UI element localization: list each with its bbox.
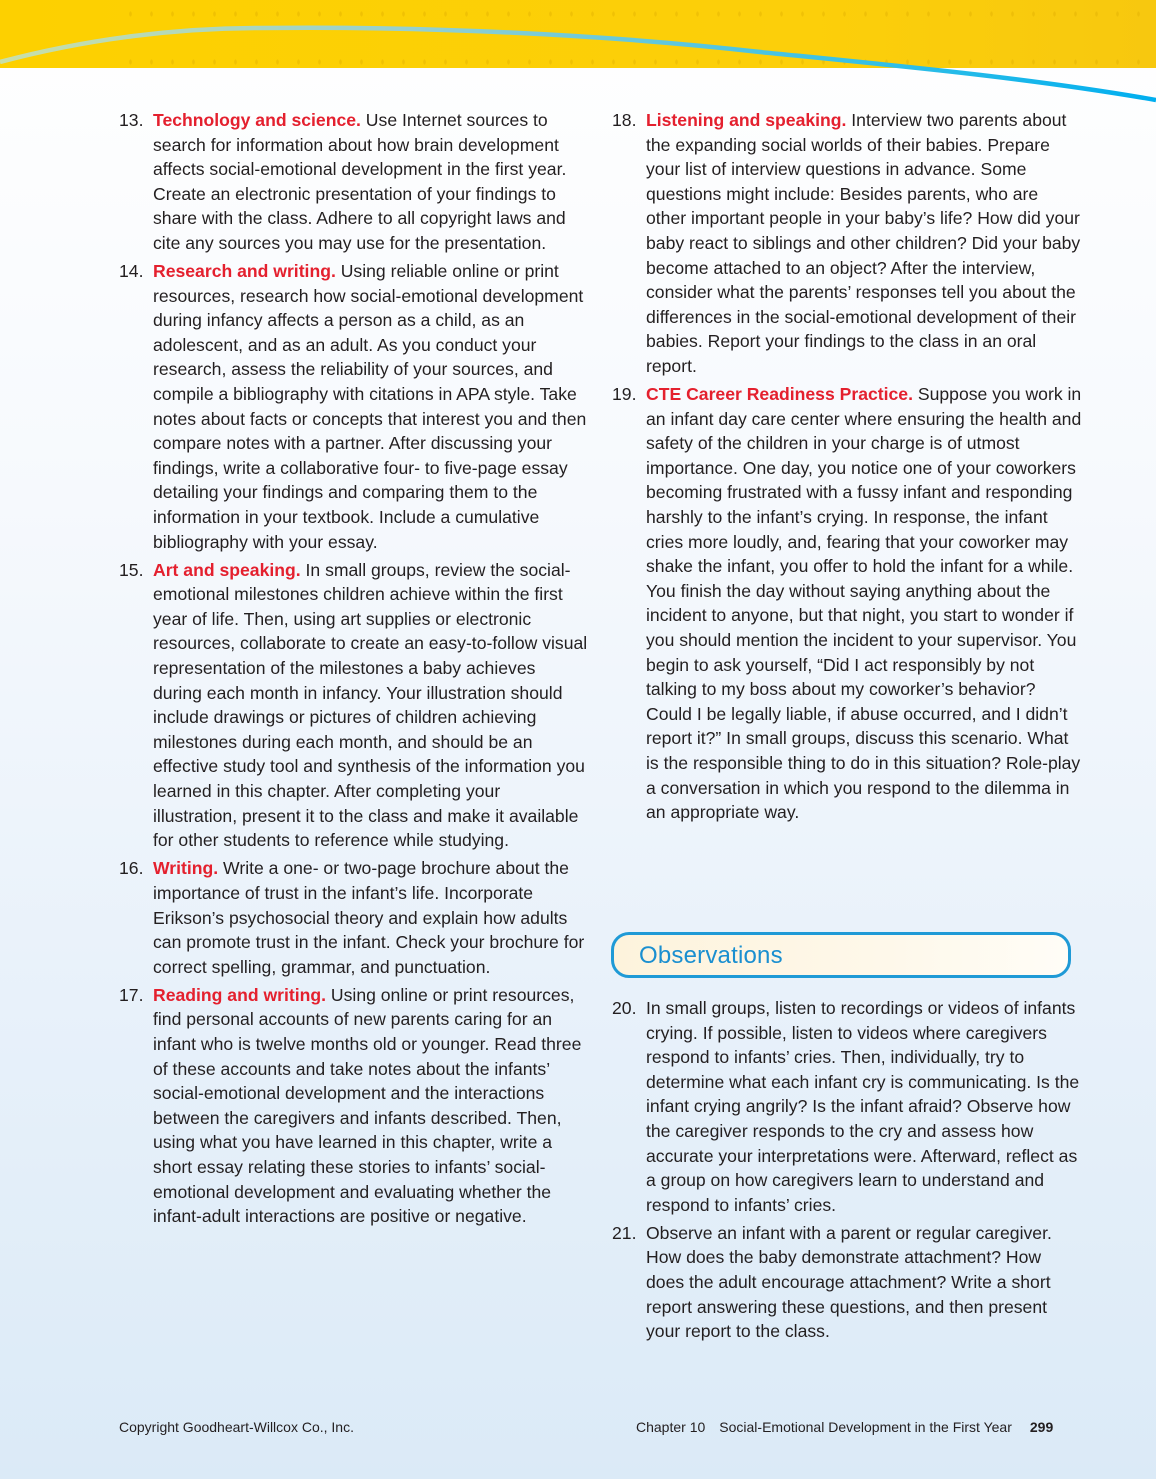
page-number: 299 [1029, 1419, 1054, 1435]
activity-item-15 [119, 558, 589, 853]
item-text: Use Internet sources to search for information about how brain development affects social-emotional development in the first year. Create an electronic presentation of your findings to share with the class. Adhere to all copyright laws and cite any sources you may use for the presentation. [153, 110, 567, 253]
item-lead-in: Reading and writing. [153, 984, 327, 1005]
item-text: Write a one- or two-page brochure about the importance of trust in the infant’s life. Incorporate Erikson’s psychosocial theory and explain how adults can promote trust in the infant. Check your brochure for correct spelling, grammar, and punctuation. [153, 858, 585, 977]
item-lead-in: Art and speaking. [153, 559, 301, 580]
activity-item-16 [119, 856, 589, 979]
activity-item-13 [119, 108, 589, 256]
item-text: Suppose you work in an infant day care center where ensuring the health and safety of the children in your charge is of utmost importance. One day, you notice one of your coworkers becoming frustrated with a fussy infant and responding harshly to the infant’s crying. In response, the infant cries more loudly, and, fearing that your coworker may shake the infant, you offer to hold the infant for a while. You finish the day without saying anything about the incident to anyone, but that night, you start to wonder if you should mention the incident to your supervisor. You begin to ask yourself, “Did I act responsibly by not talking to my boss about my coworker’s behavior? Could I be legally liable, if abuse occurred, and I didn’t report it?” In small groups, discuss this scenario. What is the responsible thing to do in this situation? Role-play a conversation in which you respond to the dilemma in an appropriate way. [646, 384, 1082, 823]
item-number: 13. [119, 110, 144, 130]
item-number: 18. [612, 110, 637, 130]
item-lead-in: CTE Career Readiness Practice. [646, 384, 913, 405]
item-text: Using reliable online or print resources, research how social-emotional development during infancy affects a person as a child, as an adolescent, and as an adult. As you conduct your research, assess the reliability of your sources, and compile a bibliography with citations in APA style. Take notes about facts or concepts that interest you and then compare notes with a partner. After discussing your findings, write a collaborative four- to five-page essay detailing your findings and comparing them to the information in your textbook. Include a cumulative bibliography with your essay. [153, 261, 587, 552]
observations-heading: Observations [639, 942, 783, 969]
item-number: 17. [119, 984, 144, 1005]
item-lead-in: Research and writing. [153, 261, 336, 282]
observations-heading-box [611, 932, 1071, 978]
footer-chapter-title: Social-Emotional Development in the First Year [719, 1419, 1012, 1435]
item-number: 19. [612, 384, 637, 405]
item-lead-in: Writing. [153, 858, 219, 879]
item-text: In small groups, listen to recordings or videos of infants crying. If possible, listen to videos where caregivers respond to infants’ cries. Then, individually, try to determine what each infant cry is communicating. Is the infant crying angrily? Is the infant afraid? Observe how the caregiver responds to the cry and assess how accurate your interpretations were. Afterward, reflect as a group on how caregivers learn to understand and respond to infants’ cries. [646, 998, 1080, 1215]
item-text: In small groups, review the social-emotional milestones children achieve within the first year of life. Then, using art supplies or electronic resources, collaborate to create an easy-to-follow visual representation of the milestones a baby achieves during each month in infancy. Your illustration should include drawings or pictures of children achieving milestones during each month, and should be an effective study tool and synthesis of the information you learned in this chapter. After completing your illustration, present it to the class and make it available for other students to reference while studying. [153, 559, 588, 851]
observations-list [612, 996, 1082, 1347]
item-number: 20. [612, 998, 637, 1018]
item-number: 16. [119, 858, 144, 879]
footer-copyright: Copyright Goodheart-Willcox Co., Inc. [119, 1419, 354, 1435]
activity-item-17 [119, 983, 589, 1229]
item-number: 14. [119, 261, 144, 282]
observation-item-21 [612, 1221, 1082, 1344]
footer-chapter: Chapter 10 [636, 1419, 706, 1435]
item-lead-in: Listening and speaking. [646, 110, 847, 130]
item-lead-in: Technology and science. [153, 110, 361, 130]
footer-chapter-info [636, 1419, 1053, 1435]
activity-item-14 [119, 259, 589, 554]
item-number: 15. [119, 559, 144, 580]
left-column [119, 108, 589, 1232]
item-number: 21. [612, 1222, 637, 1243]
item-text: Interview two parents about the expanding social worlds of their babies. Prepare your list of interview questions in advance. Some questions might include: Besides parents, who are other important people in your baby’s life? How did your baby react to siblings and other children? Did your baby become attached to an object? After the interview, consider what the parents’ responses tell you about the differences in the social-emotional development of their babies. Report your findings to the class in an oral report. [646, 110, 1081, 376]
item-text: Using online or print resources, find personal accounts of new parents caring for an infant who is twelve months old or younger. Read three of these accounts and take notes about the infants’ social-emotional development and the interactions between the caregivers and infants described. Then, using what you have learned in this chapter, write a short essay relating these stories to infants’ social-emotional development and evaluating whether the infant-adult interactions are positive or negative. [153, 984, 582, 1227]
activity-item-19 [612, 382, 1082, 825]
observation-item-20 [612, 996, 1082, 1217]
item-text: Observe an infant with a parent or regular caregiver. How does the baby demonstrate attachment? How does the adult encourage attachment? Write a short report answering these questions, and then present your report to the class. [646, 1222, 1052, 1342]
header-swoosh-decoration [0, 0, 1156, 110]
activity-item-18 [612, 108, 1082, 379]
right-column [612, 108, 1082, 828]
